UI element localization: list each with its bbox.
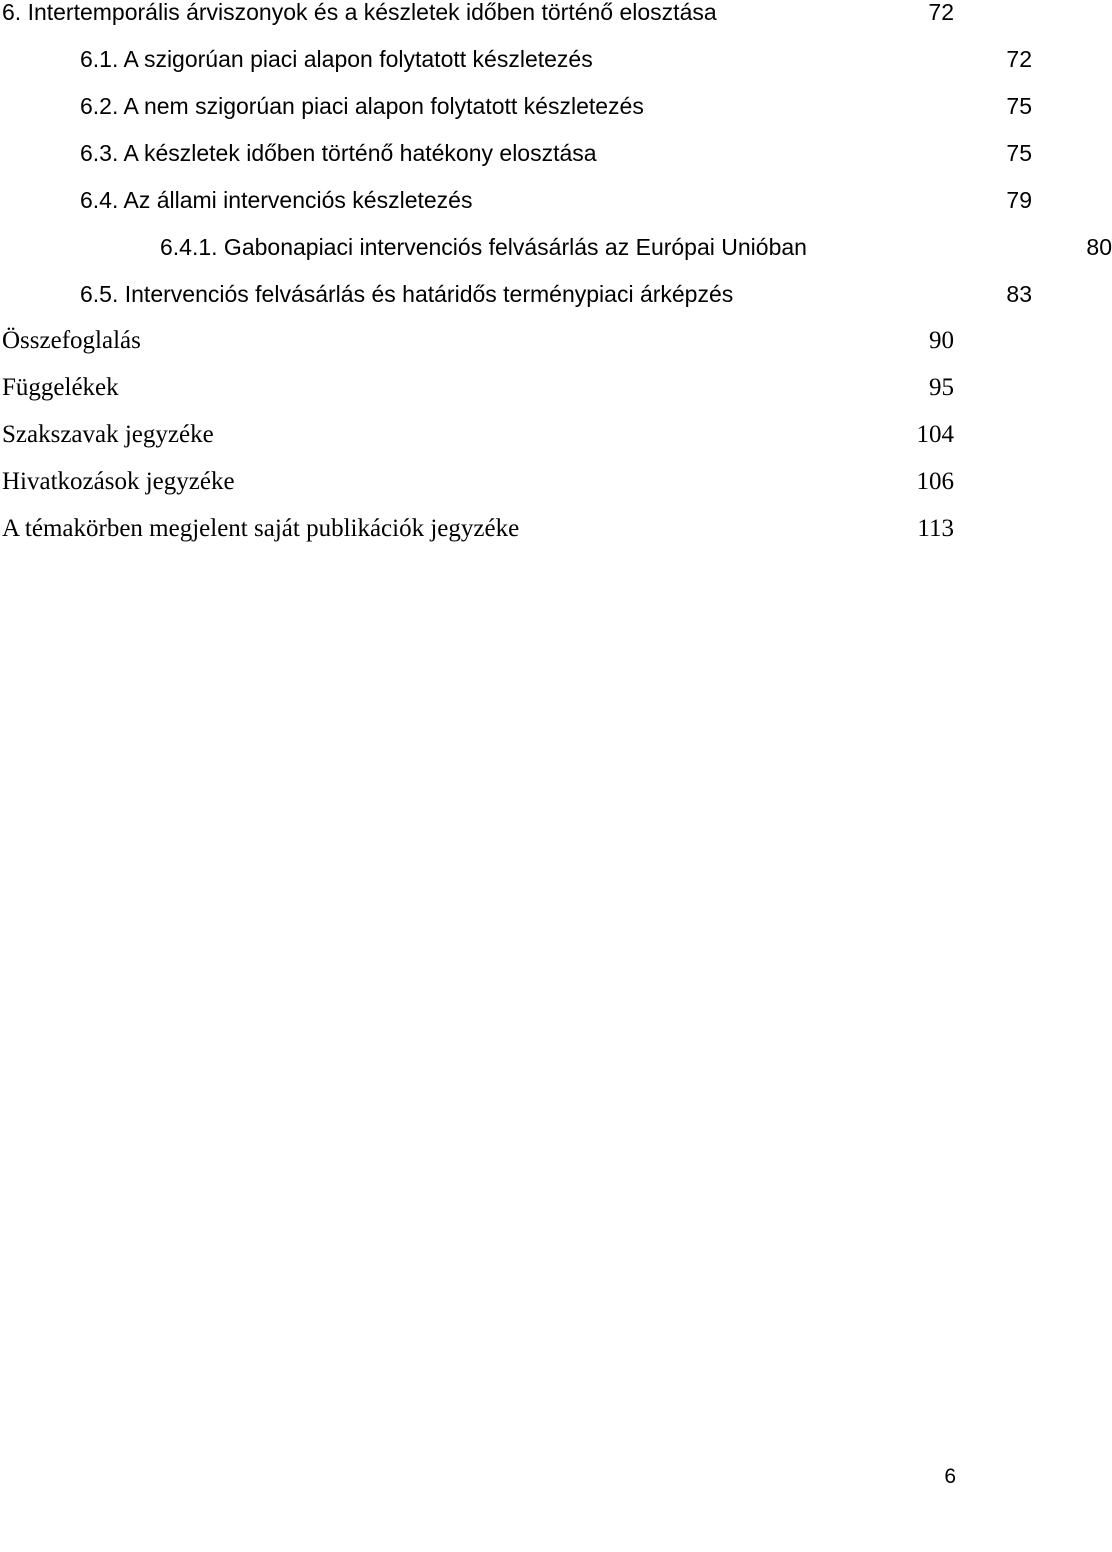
toc-entry-publications bbox=[0, 509, 954, 549]
toc-entry-page: 75 bbox=[1006, 139, 1032, 166]
toc-entry-title: A témakörben megjelent saját publikációk jegyzéke bbox=[2, 515, 520, 542]
toc-entry-section-6-4-1 bbox=[0, 227, 1112, 267]
toc-entry-chapter-6 bbox=[0, 0, 954, 32]
toc-entry-page: 75 bbox=[1006, 92, 1032, 119]
toc-entry-title: Szakszavak jegyzéke bbox=[2, 421, 214, 448]
toc-entry-page: 104 bbox=[916, 421, 954, 448]
toc-entry-section-6-4 bbox=[0, 180, 1032, 220]
toc-entry-title: 6.4.1. Gabonapiaci intervenciós felvásárlás az Európai Unióban bbox=[160, 233, 807, 260]
toc-entry-glossary bbox=[0, 415, 954, 455]
toc-entry-page: 106 bbox=[916, 468, 954, 495]
toc-entry-title: 6.3. A készletek időben történő hatékony elosztása bbox=[80, 139, 597, 166]
toc-entry-title: 6. Intertemporális árviszonyok és a készletek időben történő elosztása bbox=[2, 0, 717, 25]
toc-entry-title: Összefoglalás bbox=[2, 327, 141, 354]
toc-entry-section-6-5 bbox=[0, 274, 1032, 314]
toc-entry-title: 6.1. A szigorúan piaci alapon folytatott készletezés bbox=[80, 45, 593, 72]
toc-entry-title: Függelékek bbox=[2, 374, 119, 401]
toc-entry-page: 113 bbox=[917, 515, 954, 542]
toc-entry-title: Hivatkozások jegyzéke bbox=[2, 468, 235, 495]
toc-entry-references bbox=[0, 462, 954, 502]
toc-entry-title: 6.5. Intervenciós felvásárlás és határidős terménypiaci árképzés bbox=[80, 280, 734, 307]
page-number: 6 bbox=[944, 1465, 956, 1488]
toc-entry-section-6-1 bbox=[0, 39, 1032, 79]
toc-entry-title: 6.2. A nem szigorúan piaci alapon folytatott készletezés bbox=[80, 92, 644, 119]
toc-entry-page: 90 bbox=[929, 327, 954, 354]
toc-entry-page: 80 bbox=[1086, 233, 1112, 260]
toc-entry-section-6-3 bbox=[0, 133, 1032, 173]
toc-entry-summary bbox=[0, 321, 954, 361]
toc-entry-section-6-2 bbox=[0, 86, 1032, 126]
toc-entry-page: 72 bbox=[1006, 45, 1032, 72]
toc-entry-page: 83 bbox=[1006, 280, 1032, 307]
toc-entry-page: 95 bbox=[929, 374, 954, 401]
toc-entry-page: 79 bbox=[1006, 186, 1032, 213]
toc-entry-page: 72 bbox=[928, 0, 954, 25]
toc-entry-title: 6.4. Az állami intervenciós készletezés bbox=[80, 186, 473, 213]
toc-entry-appendices bbox=[0, 368, 954, 408]
